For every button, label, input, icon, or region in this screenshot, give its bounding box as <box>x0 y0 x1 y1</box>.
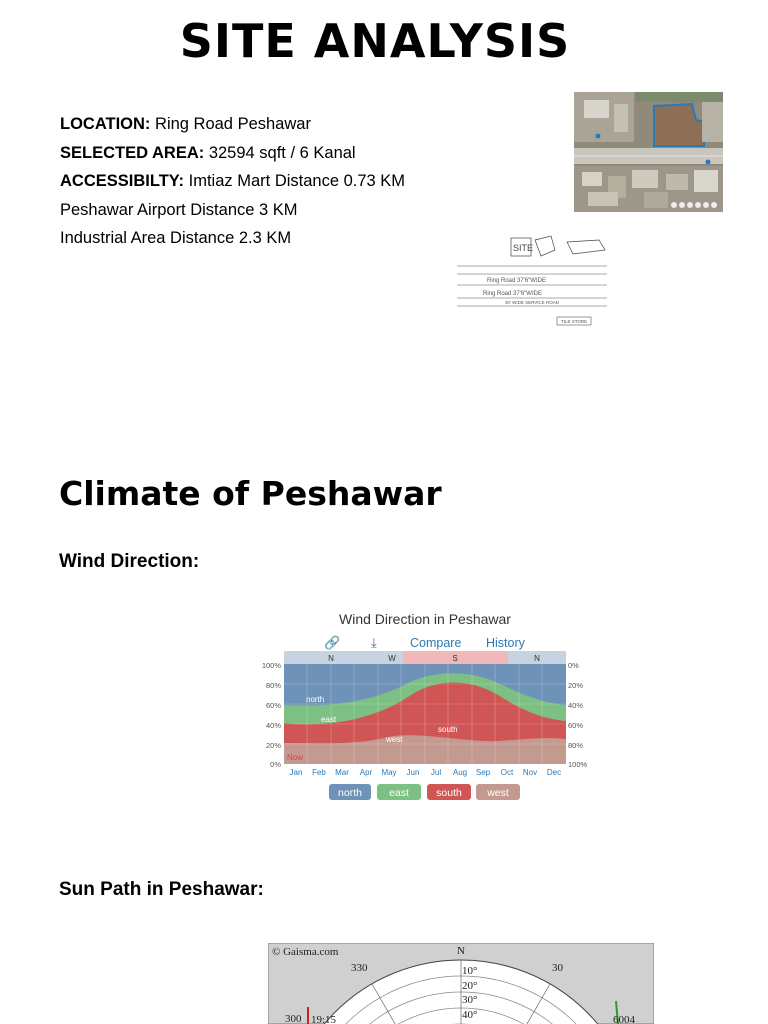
legend-south-label: south <box>436 787 462 799</box>
month-jul: Jul <box>430 768 442 777</box>
month-mar: Mar <box>335 768 349 777</box>
sun-path-graphic <box>268 943 654 1024</box>
month-nov: Nov <box>522 768 538 777</box>
sun-alt-20: 20° <box>462 980 478 992</box>
wind-chart-title: Wind Direction in Peshawar <box>339 611 511 627</box>
area-label: SELECTED AREA: <box>60 143 205 162</box>
sun-deg-330: 330 <box>351 962 368 974</box>
area-label-west: west <box>386 735 403 744</box>
left-tick-0: 0% <box>270 760 281 769</box>
climate-heading: Climate of Peshawar <box>59 474 442 513</box>
area-line <box>60 139 405 168</box>
sun-deg-300: 300 <box>285 1013 302 1024</box>
industrial-line: Industrial Area Distance 2.3 KM <box>60 229 292 248</box>
aerial-map-graphic <box>574 92 723 212</box>
area-value: 32594 sqft / 6 Kanal <box>204 143 356 162</box>
right-tick-0: 0% <box>568 661 579 670</box>
right-tick-60: 60% <box>568 721 584 730</box>
top-band-label-s: S <box>452 654 458 663</box>
sketch-road-1: Ring Road 37'6"WIDE <box>487 278 546 284</box>
access-line <box>60 167 405 196</box>
month-feb: Feb <box>312 768 326 777</box>
page-title: SITE ANALYSIS <box>179 14 571 68</box>
sketch-site-label: SITE <box>513 243 534 253</box>
site-sketch-graphic <box>457 228 617 328</box>
location-value: Ring Road Peshawar <box>150 115 311 133</box>
location-label: LOCATION: <box>60 115 151 133</box>
legend-north-label: north <box>338 787 362 799</box>
left-tick-60: 60% <box>265 701 281 710</box>
sketch-road-2: Ring Road 37'6"WIDE <box>483 291 542 297</box>
left-tick-20: 20% <box>265 741 281 750</box>
right-tick-80: 80% <box>568 741 584 750</box>
sun-alt-10: 10° <box>462 965 478 977</box>
area-label-south: south <box>438 725 458 734</box>
now-marker-label: Now <box>287 753 304 762</box>
month-sep: Sep <box>475 768 491 777</box>
right-tick-100: 100% <box>568 760 588 769</box>
top-band-label-w: W <box>388 654 396 663</box>
download-icon[interactable]: ⤓ <box>371 635 377 650</box>
airport-line: Peshawar Airport Distance 3 KM <box>60 200 298 219</box>
sun-path-diagram <box>268 943 654 1024</box>
month-dec: Dec <box>546 768 562 777</box>
month-jun: Jun <box>406 768 420 777</box>
right-tick-20: 20% <box>568 681 584 690</box>
sun-credit: © Gaisma.com <box>272 946 339 958</box>
sketch-tile-store: TILE STORE <box>561 319 588 324</box>
left-tick-80: 80% <box>265 681 281 690</box>
left-tick-100: 100% <box>261 661 281 670</box>
top-band-label-n2: N <box>534 654 540 663</box>
legend-east-label: east <box>389 787 409 799</box>
access-value: Imtiaz Mart Distance 0.73 KM <box>184 172 406 191</box>
wind-direction-chart <box>258 575 593 807</box>
month-may: May <box>381 768 397 777</box>
sun-right-label: 6004 <box>613 1014 635 1024</box>
site-info <box>60 110 405 253</box>
sun-north-label: N <box>457 945 465 957</box>
sun-alt-30: 30° <box>462 994 478 1006</box>
left-tick-40: 40% <box>265 721 281 730</box>
location-line <box>60 110 405 139</box>
wind-direction-label: Wind Direction: <box>59 551 200 572</box>
month-apr: Apr <box>359 768 373 777</box>
site-sketch <box>457 228 617 328</box>
area-label-east: east <box>321 715 337 724</box>
sun-time-left: 19:15 <box>311 1014 337 1024</box>
sun-alt-40: 40° <box>462 1009 478 1021</box>
sun-path-label: Sun Path in Peshawar: <box>59 879 264 900</box>
compare-link[interactable]: Compare <box>410 636 462 650</box>
link-icon[interactable]: 🔗 <box>324 635 341 650</box>
sketch-service-road: 30' WIDE SERVICE ROAD <box>505 300 560 305</box>
right-tick-40: 40% <box>568 701 584 710</box>
wind-chart-graphic <box>258 575 593 807</box>
area-label-north: north <box>306 695 325 704</box>
month-oct: Oct <box>500 768 514 777</box>
top-band-label-n1: N <box>328 654 334 663</box>
history-link[interactable]: History <box>486 636 525 650</box>
month-aug: Aug <box>452 768 468 777</box>
month-jan: Jan <box>289 768 303 777</box>
legend-west-label: west <box>487 787 509 799</box>
aerial-site-image <box>574 92 723 212</box>
sun-deg-30: 30 <box>552 962 563 974</box>
access-label: ACCESSIBILTY: <box>60 172 185 191</box>
